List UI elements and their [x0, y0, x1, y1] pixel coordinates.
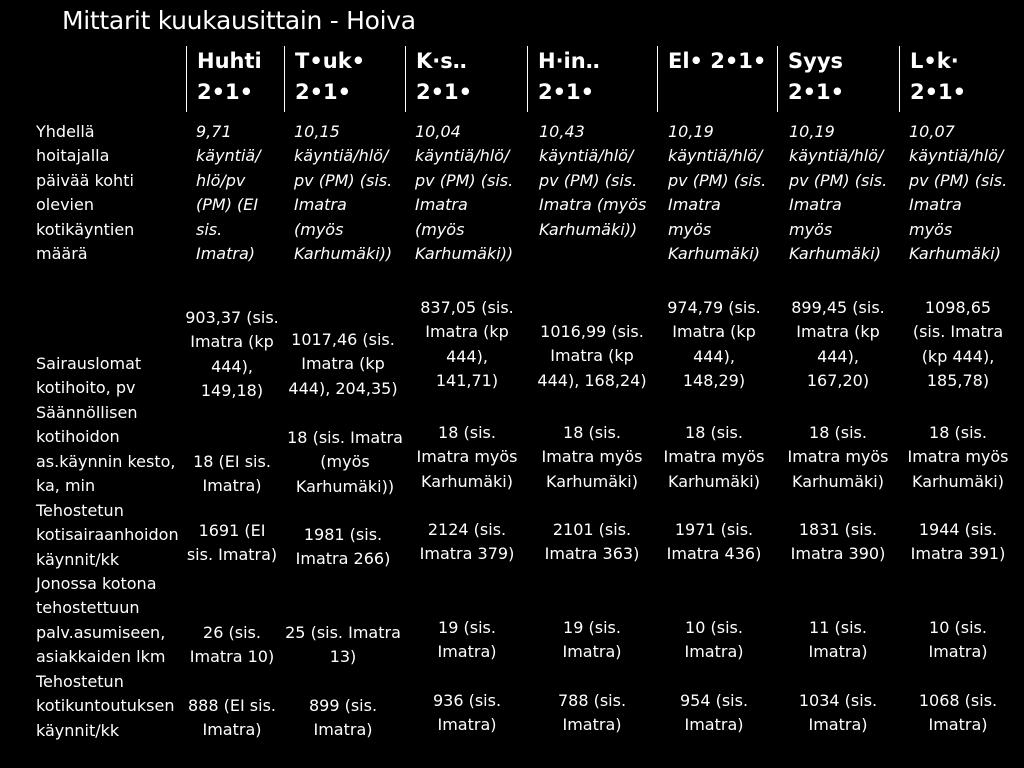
table-cell-r4-toukokuu: 1981 (sis. Imatra 266)	[295, 525, 391, 569]
table-cell-r4-heinakuu: 2101 (sis. Imatra 363)	[544, 520, 640, 564]
table-cell-r5-lokakuu: 10 (sis. Imatra)	[928, 618, 988, 662]
table-cell-r3-toukokuu: 18 (sis. Imatra (myös Karhumäki))	[287, 428, 403, 496]
column-header-lokakuu: L•k· 2•1•	[899, 46, 1017, 112]
table-cell-r3-heinakuu: 18 (sis. Imatra myös Karhumäki)	[541, 423, 643, 491]
row-label-queue-assisted-living: Jonossa kotona tehostettuun palv.asumiseen, asiakkaiden lkm	[36, 574, 166, 667]
column-header-toukokuu: T•uk• 2•1•	[284, 46, 402, 112]
column-header-kesakuu: K·s‥ 2•1•	[405, 46, 523, 112]
table-cell-r2-huhti: 903,37 (sis. Imatra (kp 444), 149,18)	[185, 308, 279, 401]
table-cell-r1-lokakuu: 10,07 käyntiä/hlö/ pv (PM) (sis. Imatra myös Karhumäki)	[909, 122, 1008, 264]
row-label-intensified-nursing-visits: Tehostetun kotisairaanhoidon käynnit/kk	[36, 501, 179, 569]
table-cell-r3-syyskuu: 18 (sis. Imatra myös Karhumäki)	[787, 423, 889, 491]
table-cell-r2-kesakuu: 837,05 (sis. Imatra (kp 444), 141,71)	[420, 298, 514, 391]
row-label-visits-per-nurse: Yhdellä hoitajalla päivää kohti olevien kotikäyntien määrä	[36, 122, 135, 264]
table-cell-r6-huhti: 888 (EI sis. Imatra)	[188, 696, 276, 740]
row-label-sick-leave: Sairauslomat kotihoito, pv	[36, 354, 142, 398]
table-cell-r4-huhti: 1691 (EI sis. Imatra)	[186, 521, 278, 565]
table-cell-r6-lokakuu: 1068 (sis. Imatra)	[918, 691, 998, 735]
table-cell-r6-syyskuu: 1034 (sis. Imatra)	[798, 691, 878, 735]
table-cell-r4-lokakuu: 1944 (sis. Imatra 391)	[910, 520, 1006, 564]
row-label-rehabilitation-visits: Tehostetun kotikuntoutuksen käynnit/kk	[36, 672, 175, 740]
table-cell-r3-kesakuu: 18 (sis. Imatra myös Karhumäki)	[416, 423, 518, 491]
column-header-heinakuu: H·in‥ 2•1•	[527, 46, 645, 112]
table-cell-r6-kesakuu: 936 (sis. Imatra)	[432, 691, 502, 735]
table-cell-r1-kesakuu: 10,04 käyntiä/hlö/ pv (PM) (sis. Imatra (myös Karhumäki))	[415, 122, 514, 264]
table-cell-r3-elokuu: 18 (sis. Imatra myös Karhumäki)	[663, 423, 765, 491]
table-cell-r1-heinakuu: 10,43 käyntiä/hlö/ pv (PM) (sis. Imatra (myös Karhumäki))	[539, 122, 647, 239]
table-cell-r1-huhti: 9,71 käyntiä/ hlö/pv (PM) (EI sis. Imatra)	[196, 122, 261, 264]
table-cell-r4-kesakuu: 2124 (sis. Imatra 379)	[419, 520, 515, 564]
table-cell-r3-huhti: 18 (EI sis. Imatra)	[193, 452, 271, 496]
table-cell-r5-heinakuu: 19 (sis. Imatra)	[562, 618, 622, 662]
table-cell-r2-heinakuu: 1016,99 (sis. Imatra (kp 444), 168,24)	[537, 322, 647, 390]
table-cell-r4-syyskuu: 1831 (sis. Imatra 390)	[790, 520, 886, 564]
table-cell-r5-syyskuu: 11 (sis. Imatra)	[808, 618, 868, 662]
table-cell-r5-huhti: 26 (sis. Imatra 10)	[189, 623, 275, 667]
table-cell-r5-toukokuu: 25 (sis. Imatra 13)	[285, 623, 401, 667]
table-cell-r6-toukokuu: 899 (sis. Imatra)	[308, 696, 378, 740]
column-header-syyskuu: Syys 2•1•	[777, 46, 895, 112]
table-cell-r2-lokakuu: 1098,65 (sis. Imatra (kp 444), 185,78)	[912, 298, 1004, 391]
table-cell-r1-syyskuu: 10,19 käyntiä/hlö/ pv (PM) (sis. Imatra myös Karhumäki)	[789, 122, 888, 264]
table-cell-r4-elokuu: 1971 (sis. Imatra 436)	[666, 520, 762, 564]
slide-title: Mittarit kuukausittain - Hoiva	[62, 6, 416, 35]
table-cell-r1-elokuu: 10,19 käyntiä/hlö/ pv (PM) (sis. Imatra myös Karhumäki)	[668, 122, 767, 264]
row-label-visit-duration: Säännöllisen kotihoidon as.käynnin kesto, ka, min	[36, 403, 176, 496]
table-cell-r5-kesakuu: 19 (sis. Imatra)	[437, 618, 497, 662]
table-cell-r5-elokuu: 10 (sis. Imatra)	[684, 618, 744, 662]
table-cell-r6-elokuu: 954 (sis. Imatra)	[679, 691, 749, 735]
table-cell-r3-lokakuu: 18 (sis. Imatra myös Karhumäki)	[907, 423, 1009, 491]
table-cell-r2-syyskuu: 899,45 (sis. Imatra (kp 444), 167,20)	[791, 298, 885, 391]
table-cell-r2-toukokuu: 1017,46 (sis. Imatra (kp 444), 204,35)	[288, 330, 398, 398]
table-cell-r6-heinakuu: 788 (sis. Imatra)	[557, 691, 627, 735]
column-header-elokuu: El• 2•1•	[657, 46, 775, 112]
table-cell-r2-elokuu: 974,79 (sis. Imatra (kp 444), 148,29)	[667, 298, 761, 391]
table-cell-r1-toukokuu: 10,15 käyntiä/hlö/ pv (PM) (sis. Imatra (myös Karhumäki))	[294, 122, 393, 264]
column-header-huhti: Huhti 2•1•	[186, 46, 304, 112]
